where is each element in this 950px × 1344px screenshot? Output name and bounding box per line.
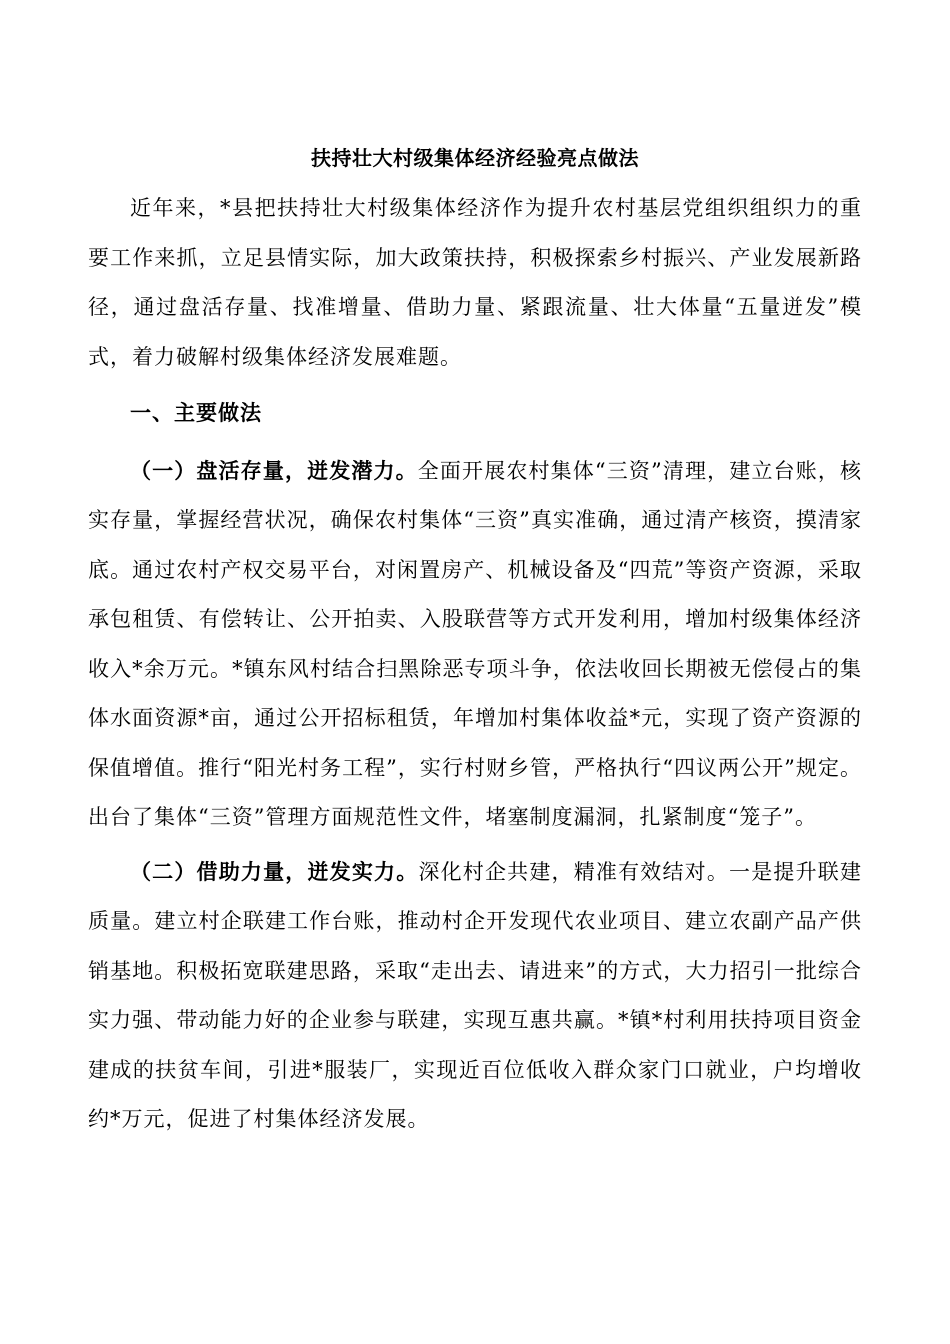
document-body (88, 138, 862, 1149)
item-body-2: 深化村企共建，精准有效结对。一是提升联建质量。建立村企联建工作台账，推动村企开发现代农业项目、建立农副产品产供销基地。积极拓宽联建思路，采取“走出去、请进来”的方式，大力招引一批综合实力强、带动能力好的企业参与联建，实现互惠共赢。*镇*村利用扶持项目资金建成的扶贫车间，引进*服装厂，实现近百位低收入群众家门口就业，户均增收约*万元，促进了村集体经济发展。 (88, 859, 862, 1131)
item-paragraph-1 (88, 446, 862, 843)
item-body-1: 全面开展农村集体“三资”清理，建立台账，核实存量，掌握经营状况，确保农村集体“三资”真实准确，通过清产核资，摸清家底。通过农村产权交易平台，对闲置房产、机械设备及“四荒”等资产资源，采取承包租赁、有偿转让、公开拍卖、入股联营等方式开发利用，增加村级集体经济收入*余万元。*镇东风村结合扫黑除恶专项斗争，依法收回长期被无偿侵占的集体水面资源*亩，通过公开招标租赁，年增加村集体收益*元，实现了资产资源的保值增值。推行“阳光村务工程”，实行村财乡管，严格执行“四议两公开”规定。出台了集体“三资”管理方面规范性文件，堵塞制度漏洞，扎紧制度“笼子”。 (88, 458, 862, 829)
item-paragraph-2 (88, 847, 862, 1145)
item-lead-1: （一）盘活存量，迸发潜力。 (130, 457, 418, 483)
intro-paragraph: 近年来，*县把扶持壮大村级集体经济作为提升农村基层党组织组织力的重要工作来抓，立足县情实际，加大政策扶持，积极探索乡村振兴、产业发展新路径，通过盘活存量、找准增量、借助力量、紧跟流量、壮大体量“五量迸发”模式，着力破解村级集体经济发展难题。 (88, 196, 862, 369)
document-title: 扶持壮大村级集体经济经验亮点做法 (311, 146, 639, 170)
item-lead-2: （二）借助力量，迸发实力。 (130, 858, 419, 884)
section-heading-main-practices: 一、主要做法 (130, 400, 262, 425)
